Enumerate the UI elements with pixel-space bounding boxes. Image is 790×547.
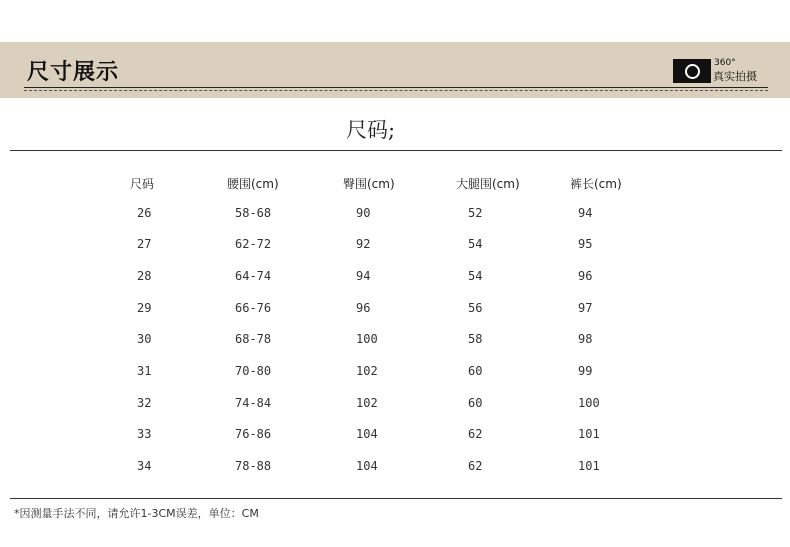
cell-waist: 66-76 xyxy=(235,301,272,315)
cell-hip: 96 xyxy=(356,301,371,315)
cell-size: 28 xyxy=(137,269,152,283)
cell-length: 94 xyxy=(578,206,593,220)
cell-length: 100 xyxy=(578,396,600,410)
cell-thigh: 54 xyxy=(468,237,483,251)
table-top-divider xyxy=(10,150,782,151)
page-title: 尺寸展示 xyxy=(27,60,120,85)
cell-thigh: 56 xyxy=(468,301,483,315)
cell-hip: 92 xyxy=(356,237,371,251)
cell-hip: 100 xyxy=(356,332,378,346)
cell-length: 96 xyxy=(578,269,593,283)
badge-degree: 360° xyxy=(714,58,736,68)
cell-size: 34 xyxy=(137,459,152,473)
cell-length: 95 xyxy=(578,237,593,251)
cell-waist: 74-84 xyxy=(235,396,272,410)
cell-waist: 76-86 xyxy=(235,427,272,441)
banner-dashed-line xyxy=(24,90,768,91)
cell-length: 101 xyxy=(578,427,600,441)
section-title: 尺码; xyxy=(346,118,396,142)
cell-size: 33 xyxy=(137,427,152,441)
cell-thigh: 60 xyxy=(468,396,483,410)
cell-thigh: 62 xyxy=(468,427,483,441)
cell-hip: 94 xyxy=(356,269,371,283)
cell-thigh: 58 xyxy=(468,332,483,346)
cell-waist: 78-88 xyxy=(235,459,272,473)
cell-waist: 64-74 xyxy=(235,269,272,283)
cell-size: 27 xyxy=(137,237,152,251)
cell-hip: 104 xyxy=(356,427,378,441)
cell-size: 32 xyxy=(137,396,152,410)
header-size: 尺码 xyxy=(130,177,155,191)
cell-size: 26 xyxy=(137,206,152,220)
camera-icon xyxy=(673,59,711,83)
cell-waist: 68-78 xyxy=(235,332,272,346)
table-bottom-divider xyxy=(10,498,782,499)
cell-hip: 90 xyxy=(356,206,371,220)
header-length: 裤长(cm) xyxy=(570,177,622,191)
header-waist: 腰围(cm) xyxy=(227,177,279,191)
cell-length: 97 xyxy=(578,301,593,315)
cell-waist: 62-72 xyxy=(235,237,272,251)
cell-hip: 102 xyxy=(356,396,378,410)
cell-thigh: 60 xyxy=(468,364,483,378)
cell-thigh: 54 xyxy=(468,269,483,283)
cell-length: 99 xyxy=(578,364,593,378)
cell-size: 31 xyxy=(137,364,152,378)
badge-text: 真实拍摄 xyxy=(713,70,757,83)
header-hip: 臀围(cm) xyxy=(343,177,395,191)
header-thigh: 大腿围(cm) xyxy=(456,177,520,191)
cell-length: 98 xyxy=(578,332,593,346)
cell-thigh: 52 xyxy=(468,206,483,220)
cell-size: 30 xyxy=(137,332,152,346)
banner-underline xyxy=(24,87,768,88)
cell-hip: 104 xyxy=(356,459,378,473)
cell-size: 29 xyxy=(137,301,152,315)
measurement-note: *因测量手法不同，请允许1-3CM误差，单位：CM xyxy=(14,507,259,520)
cell-thigh: 62 xyxy=(468,459,483,473)
cell-hip: 102 xyxy=(356,364,378,378)
cell-waist: 58-68 xyxy=(235,206,272,220)
cell-waist: 70-80 xyxy=(235,364,272,378)
cell-length: 101 xyxy=(578,459,600,473)
